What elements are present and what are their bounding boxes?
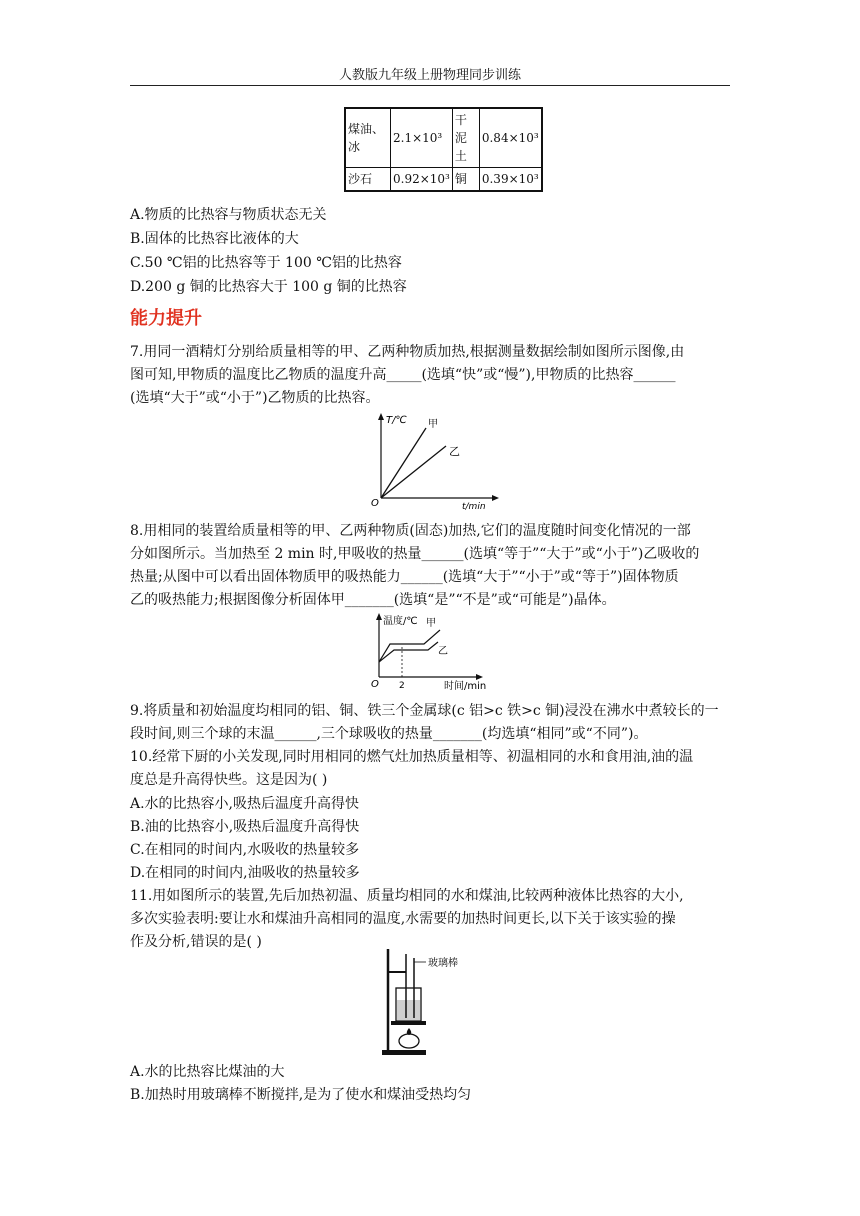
- q9-line: 段时间,则三个球的末温______,三个球吸收的热量_______(均选填“相同”或“不同”)。: [130, 726, 648, 742]
- q11-line: 作及分析,错误的是( ): [130, 934, 262, 950]
- q8-line: 热量;从图中可以看出固体物质甲的吸热能力______(选填“大于”“小于”或“等于”)固体物质: [130, 569, 679, 585]
- q11-line: 多次实验表明:要让水和煤油升高相同的温度,水需要的加热时间更长,以下关于该实验的操: [130, 911, 676, 927]
- header-rule: [130, 85, 730, 86]
- q6-option-c: C.50 ℃铝的比热容等于 100 ℃铝的比热容: [130, 255, 402, 271]
- x-tick-label: 2: [399, 681, 405, 691]
- q10-option-b: B.油的比热容小,吸热后温度升高得快: [130, 819, 360, 835]
- q10-line: 度总是升高得快些。这是因为( ): [130, 772, 328, 788]
- origin-label: O: [371, 498, 379, 509]
- flame: [407, 1028, 412, 1035]
- q10-line: 10.经常下厨的小关发现,同时用相同的燃气灶加热质量相等、初温相同的水和食用油,油的温: [130, 749, 694, 765]
- q7-line: 7.用同一酒精灯分别给质量相等的甲、乙两种物质加热,根据测量数据绘制如图所示图像,由: [130, 344, 685, 360]
- table-cell: 0.84×10³: [479, 108, 541, 168]
- table-cell: 铜: [452, 168, 479, 192]
- y-axis-arrow: [378, 413, 384, 420]
- series-yi-line: [379, 642, 438, 662]
- q6-option-d: D.200 g 铜的比热容大于 100 g 铜的比热容: [130, 279, 407, 295]
- page-header: 人教版九年级上册物理同步训练: [338, 68, 521, 83]
- table-cell: 沙石: [345, 168, 391, 192]
- table-cell: 煤油、冰: [345, 108, 391, 168]
- series-yi-line: [381, 446, 446, 498]
- q10-option-d: D.在相同的时间内,油吸收的热量较多: [130, 865, 360, 881]
- q8-line: 乙的吸热能力;根据图像分析固体甲_______(选填“是”“不是”或“可能是”)晶体。: [130, 592, 616, 608]
- q8-line: 8.用相同的装置给质量相等的甲、乙两种物质(固态)加热,它们的温度随时间变化情况的一部: [130, 523, 691, 539]
- q7-line: 图可知,甲物质的温度比乙物质的温度升高_____(选填“快”或“慢”),甲物质的比热容______: [130, 367, 676, 383]
- stand-base: [382, 1050, 426, 1055]
- figure-11-apparatus: [376, 944, 486, 1060]
- y-axis-label: T/℃: [386, 415, 407, 426]
- section-title: 能力提升: [130, 308, 202, 329]
- q10-option-a: A.水的比热容小,吸热后温度升高得快: [130, 796, 360, 812]
- y-axis-arrow: [376, 613, 382, 620]
- series-yi-label: 乙: [438, 646, 448, 657]
- series-jia-label: 甲: [426, 618, 436, 629]
- table-cell: 0.92×10³: [391, 168, 453, 192]
- table-cell: 0.39×10³: [479, 168, 541, 192]
- liquid: [397, 1000, 420, 1020]
- q8-line: 分如图所示。当加热至 2 min 时,甲吸收的热量______(选填“等于”“大于”或“小于”)乙吸收的: [130, 546, 700, 562]
- table-cell: 2.1×10³: [391, 108, 453, 168]
- series-jia-line: [379, 630, 440, 662]
- q10-option-c: C.在相同的时间内,水吸收的热量较多: [130, 842, 360, 858]
- q6-option-a: A.物质的比热容与物质状态无关: [130, 207, 327, 223]
- x-axis-arrow: [476, 674, 483, 680]
- y-axis-label: 温度/℃: [383, 616, 418, 627]
- table-row: [345, 168, 542, 192]
- specific-heat-table: [344, 107, 543, 192]
- figure-8-graph: [366, 610, 496, 692]
- q11-line: 11.用如图所示的装置,先后加热初温、质量均相同的水和煤油,比较两种液体比热容的大小,: [130, 888, 684, 904]
- origin-label: O: [371, 679, 379, 690]
- series-jia-label: 甲: [428, 419, 438, 430]
- table-row: [345, 108, 542, 168]
- q11-option-a: A.水的比热容比煤油的大: [130, 1064, 285, 1080]
- table-cell: 干泥土: [452, 108, 479, 168]
- figure-7-graph: [366, 410, 506, 514]
- alcohol-lamp: [399, 1034, 419, 1048]
- x-axis-label: t/min: [462, 502, 486, 512]
- x-axis-arrow: [492, 495, 499, 501]
- x-axis-label: 时间/min: [444, 681, 487, 692]
- q9-line: 9.将质量和初始温度均相同的铝、铜、铁三个金属球(c 铝>c 铁>c 铜)浸没在沸水中煮较长的一: [130, 703, 719, 719]
- glass-rod-label: 玻璃棒: [428, 958, 458, 969]
- series-jia-line: [381, 428, 426, 498]
- q11-option-b: B.加热时用玻璃棒不断搅拌,是为了使水和煤油受热均匀: [130, 1087, 472, 1103]
- q7-line: (选填“大于”或“小于”)乙物质的比热容。: [130, 390, 380, 406]
- series-yi-label: 乙: [449, 445, 460, 458]
- q6-option-b: B.固体的比热容比液体的大: [130, 231, 299, 247]
